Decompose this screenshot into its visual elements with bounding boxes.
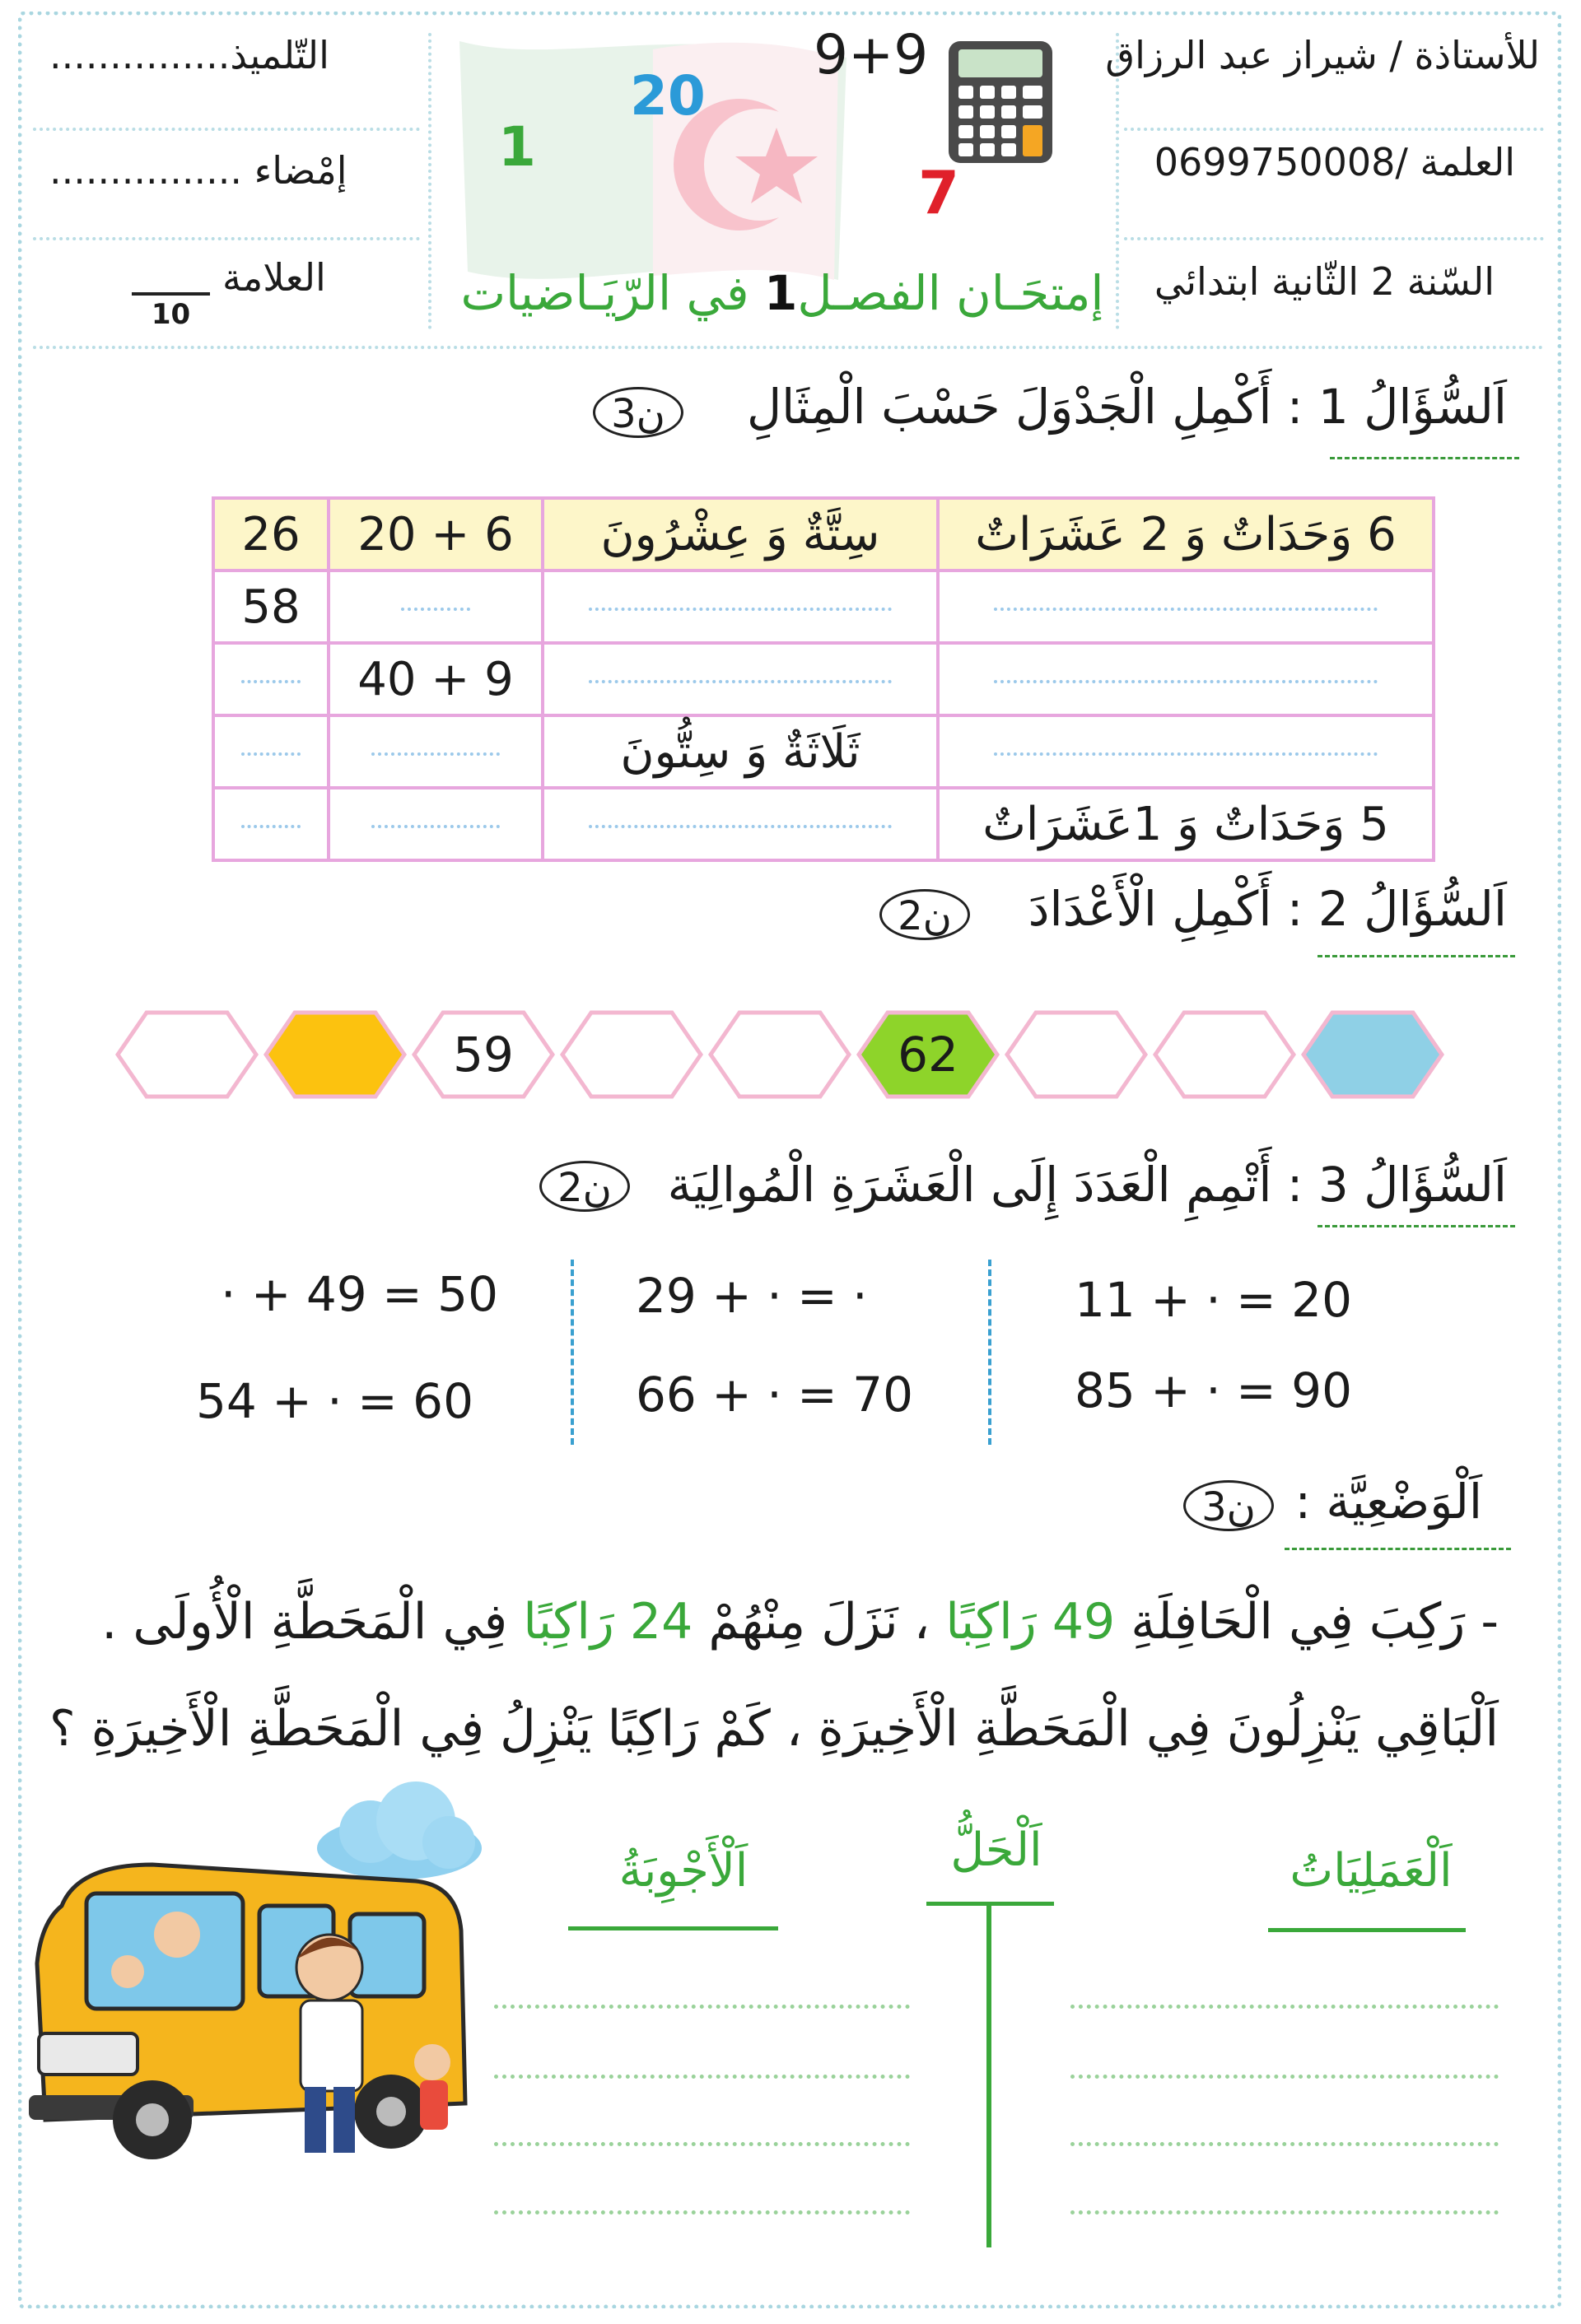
deco-number-red: 7 [918,158,960,227]
sequence-value [560,1010,703,1099]
q2-underline [1318,955,1515,957]
table-row [213,788,1434,860]
sequence-cell[interactable] [560,1010,703,1099]
table-cell: سِتَّةٌ وَ عِشْرُونَ [543,498,938,571]
sequence-cell[interactable] [1153,1010,1296,1099]
q4-underline [1285,1548,1511,1550]
header-row-line [33,128,420,131]
table-cell: 58 [213,571,329,643]
header-divider-left [428,33,431,329]
writing-line[interactable] [494,2005,910,2009]
table-cell-blank[interactable] [329,788,543,860]
sequence-value: 62 [898,1027,958,1083]
header-row-line [33,237,420,240]
table-row [213,498,1434,571]
problem-text: فِي الْمَحَطَّةِ الْأُولَى . [101,1593,508,1651]
table-cell-blank[interactable] [543,643,938,715]
deco-number-green: 1 [498,115,536,179]
exam-title-pre: إمتحَـان الفصـل [797,265,1104,321]
problem-text: - رَكِبَ فِي الْحَافِلَةِ [1131,1593,1499,1651]
problem-number: 24 رَاكِبًا [523,1593,693,1651]
table-cell: 20 + 6 [329,498,543,571]
problem-number: 49 رَاكِبًا [945,1593,1116,1651]
q1-title: اَلسُّؤَالُ 1 : أَكْمِلِ الْجَدْوَلَ حَسْبَ الْمِثَالِ [747,379,1507,435]
table-cell-blank[interactable] [213,643,329,715]
teacher-phone: العلمة /0699750008 [1154,140,1515,184]
sequence-value [1153,1010,1296,1099]
table-cell-blank[interactable] [329,571,543,643]
table-row [213,571,1434,643]
operations-label: اَلْعَمَلِيَاتُ [1290,1844,1453,1898]
writing-line[interactable] [494,2075,910,2079]
q3-points: 2ن [539,1161,630,1212]
table-cell-blank[interactable] [543,788,938,860]
q1-underline [1330,457,1519,459]
equation[interactable]: 29 + · = · [636,1268,868,1324]
column-divider [571,1260,574,1445]
writing-line[interactable] [1070,2075,1499,2079]
table-cell: 6 وَحَدَاتٌ وَ 2 عَشَرَاتٌ [938,498,1434,571]
grade-level: السّنة 2 الثّانية ابتدائي [1154,259,1495,304]
exam-number: 1 [764,265,798,321]
sequence-value [708,1010,851,1099]
q3-title: اَلسُّؤَالُ 3 : أَتْمِمِ الْعَدَدَ إِلَى الْعَشَرَةِ الْمُوالِيَة [667,1157,1507,1213]
exam-title-post: في الرّيَـاضيات [460,265,749,321]
equation[interactable]: 11 + · = 20 [1075,1272,1352,1328]
problem-line-2: اَلْبَاقِي يَنْزِلُونَ فِي الْمَحَطَّةِ الْأَخِيرَةِ ، كَمْ رَاكِبًا يَنْزِلُ فِي الْمَحَطَّةِ الْأَخِيرَةِ ؟ [49,1700,1499,1758]
q3-underline [1318,1225,1515,1227]
q2-points: 2ن [879,889,970,940]
column-divider [988,1260,991,1445]
header-bottom-line [33,346,1544,349]
operations-underline [1268,1928,1466,1932]
exam-title [449,265,1116,321]
q2-title: اَلسُّؤَالُ 2 : أَكْمِلِ الْأَعْدَادَ [1028,881,1507,937]
table-cell-blank[interactable] [938,643,1434,715]
table-cell: ثَلَاثَةٌ وَ سِتُّونَ [543,715,938,788]
student-name-field[interactable]: التّلميذ............... [49,33,329,77]
answers-label: اَلْأَجْوِبَةُ [618,1844,749,1898]
header-row-line [1124,128,1544,131]
sequence-cell[interactable] [708,1010,851,1099]
answers-underline [568,1926,778,1930]
writing-line[interactable] [1070,2142,1499,2146]
q1-points: 3ن [593,387,683,438]
sequence-cell[interactable] [264,1010,407,1099]
deco-number-blue: 20 [630,64,706,128]
q4-title: اَلْوَضْعِيَّة : [1294,1474,1482,1530]
sequence-cell [856,1010,1000,1099]
table-row [213,715,1434,788]
table-cell: 26 [213,498,329,571]
equation[interactable]: 85 + · = 90 [1075,1362,1352,1418]
equation[interactable]: 66 + · = 70 [636,1367,913,1423]
signature-field[interactable]: إمْضاء ................ [49,148,347,193]
school-bus-illustration [29,1856,490,2186]
mark-denominator: 10 [151,298,191,331]
teacher-name: للأستاذة / شيراز عبد الرزاق [1105,33,1540,77]
table-cell-blank[interactable] [938,715,1434,788]
mark-label: العلامة [222,255,326,300]
table-cell: 5 وَحَدَاتٌ وَ 1عَشَرَاتٌ [938,788,1434,860]
table-row [213,643,1434,715]
solution-divider [986,1902,991,2247]
sequence-cell [412,1010,555,1099]
writing-line[interactable] [1070,2005,1499,2009]
sequence-value [1301,1010,1444,1099]
sequence-cell[interactable] [1005,1010,1148,1099]
header-divider-right [1116,33,1119,329]
header-row-line [1124,237,1544,240]
sequence-value [1005,1010,1148,1099]
table-cell: 40 + 9 [329,643,543,715]
writing-line[interactable] [494,2142,910,2146]
sequence-cell[interactable] [115,1010,259,1099]
q4-points: 3ن [1183,1480,1274,1531]
equation[interactable]: · + 49 = 50 [221,1266,498,1322]
sequence-value [115,1010,259,1099]
table-cell-blank[interactable] [938,571,1434,643]
calculator-icon [947,40,1054,165]
solution-label: اَلْحَلُّ [950,1823,1042,1877]
deco-sum: 9+9 [814,23,929,86]
mark-fraction-bar [132,292,210,296]
problem-text: ، نَزَلَ مِنْهُمْ [708,1593,930,1651]
table-cell-blank[interactable] [543,571,938,643]
sequence-value [264,1010,407,1099]
writing-line[interactable] [494,2210,910,2215]
equation[interactable]: 54 + · = 60 [196,1373,473,1429]
table-cell-blank[interactable] [329,715,543,788]
table-cell-blank[interactable] [213,788,329,860]
problem-line-1 [101,1593,1499,1651]
writing-line[interactable] [1070,2210,1499,2215]
sequence-cell[interactable] [1301,1010,1444,1099]
table-cell-blank[interactable] [213,715,329,788]
sequence-value: 59 [453,1027,514,1083]
q1-table [212,496,1435,862]
